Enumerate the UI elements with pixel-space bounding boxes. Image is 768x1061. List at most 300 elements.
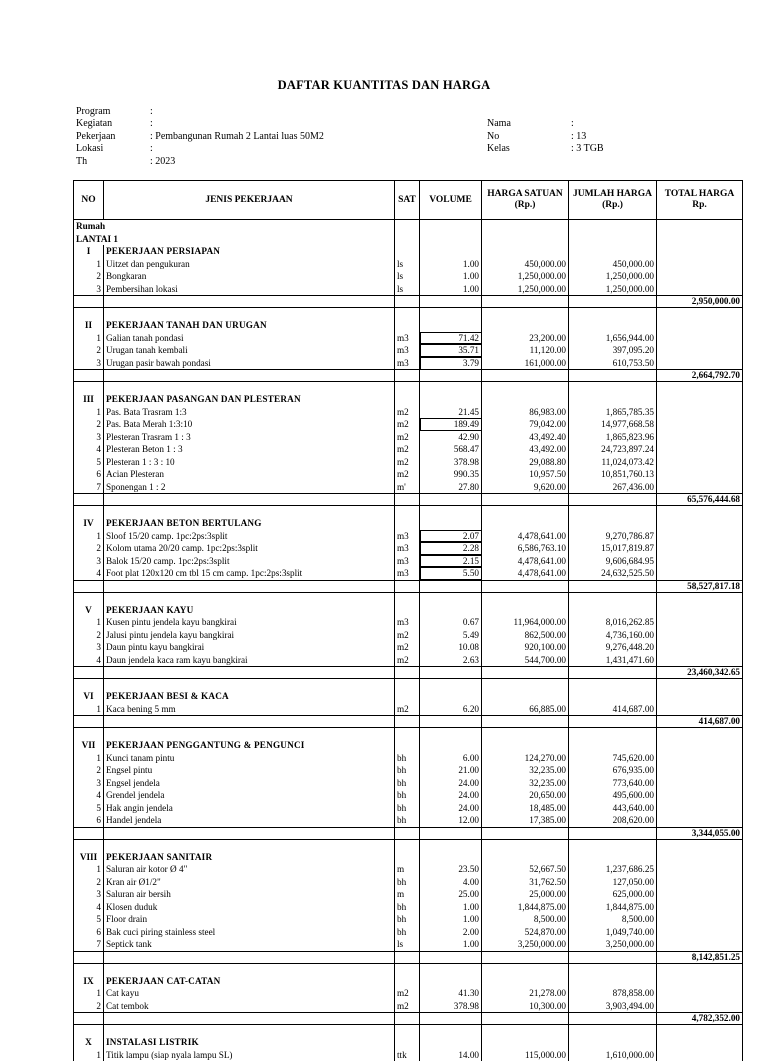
section-header-row	[74, 851, 743, 864]
item-unit-price: 86,983.00	[482, 406, 569, 419]
section-header-row	[74, 1036, 743, 1049]
empty-cell	[482, 245, 569, 258]
item-unit: m2	[395, 654, 420, 667]
empty-cell	[569, 233, 657, 246]
section-total-row	[74, 951, 743, 963]
empty-cell	[482, 951, 569, 963]
empty-cell	[657, 506, 743, 518]
empty-cell	[420, 839, 482, 851]
item-volume: 10.08	[420, 641, 482, 654]
item-total-empty	[657, 270, 743, 283]
empty-cell	[569, 690, 657, 703]
item-unit-price: 23,200.00	[482, 332, 569, 345]
item-amount: 14,977,668.58	[569, 418, 657, 431]
empty-cell	[74, 679, 104, 691]
item-total-empty	[657, 406, 743, 419]
item-description: Pas. Bata Merah 1:3:10	[104, 418, 395, 431]
info-label: Lokasi	[76, 143, 103, 155]
item-description: Daun jendela kaca ram kayu bangkirai	[104, 654, 395, 667]
item-total-empty	[657, 926, 743, 939]
empty-cell	[569, 1025, 657, 1037]
item-number: 3	[74, 777, 104, 790]
info-value: :	[150, 106, 153, 118]
empty-cell	[482, 851, 569, 864]
spacer-row	[74, 382, 743, 394]
table-row	[74, 802, 743, 815]
item-amount: 1,610,000.00	[569, 1049, 657, 1061]
item-total-empty	[657, 913, 743, 926]
empty-cell	[74, 308, 104, 320]
item-total-empty	[657, 418, 743, 431]
item-amount: 1,865,823.96	[569, 431, 657, 444]
empty-cell	[569, 679, 657, 691]
item-description: Plesteran 1 : 3 : 10	[104, 456, 395, 469]
item-unit-price: 20,650.00	[482, 789, 569, 802]
empty-cell	[482, 1036, 569, 1049]
empty-cell	[395, 690, 420, 703]
empty-cell	[482, 580, 569, 592]
empty-cell	[395, 851, 420, 864]
empty-cell	[569, 319, 657, 332]
item-total-empty	[657, 629, 743, 642]
item-unit-price: 32,235.00	[482, 764, 569, 777]
section-number: I	[74, 245, 104, 258]
item-total-empty	[657, 283, 743, 296]
empty-cell	[420, 851, 482, 864]
empty-cell	[569, 839, 657, 851]
table-header-row	[74, 181, 743, 220]
spacer-row	[74, 592, 743, 604]
empty-cell	[395, 517, 420, 530]
item-description: Cat tembok	[104, 1000, 395, 1013]
empty-cell	[569, 963, 657, 975]
empty-cell	[482, 494, 569, 506]
empty-cell	[395, 728, 420, 740]
item-amount: 1,865,785.35	[569, 406, 657, 419]
empty-cell	[482, 739, 569, 752]
item-total-empty	[657, 456, 743, 469]
item-description: Engsel jendela	[104, 777, 395, 790]
info-label: Kegiatan	[76, 118, 112, 130]
empty-cell	[74, 296, 104, 308]
item-unit-price: 25,000.00	[482, 888, 569, 901]
spacer-row	[74, 506, 743, 518]
empty-cell	[395, 827, 420, 839]
item-unit: m	[395, 888, 420, 901]
item-description: Titik lampu (siap nyala lampu SL)	[104, 1049, 395, 1061]
section-number: III	[74, 393, 104, 406]
item-unit-price: 11,120.00	[482, 344, 569, 357]
empty-cell	[74, 728, 104, 740]
empty-cell	[482, 839, 569, 851]
col-header-no: NO	[74, 181, 104, 220]
empty-cell	[420, 580, 482, 592]
section-header-row	[74, 393, 743, 406]
empty-cell	[74, 1013, 104, 1025]
table-row	[74, 258, 743, 271]
table-row	[74, 926, 743, 939]
table-row	[74, 987, 743, 1000]
item-total-empty	[657, 752, 743, 765]
item-unit-price: 10,300.00	[482, 1000, 569, 1013]
empty-cell	[420, 319, 482, 332]
section-title: PEKERJAAN CAT-CATAN	[104, 975, 395, 988]
item-amount: 1,250,000.00	[569, 270, 657, 283]
section-header-row	[74, 975, 743, 988]
item-volume: 12.00	[420, 814, 482, 827]
empty-cell	[482, 517, 569, 530]
table-row	[74, 344, 743, 357]
empty-cell	[657, 517, 743, 530]
empty-cell	[420, 382, 482, 394]
item-volume: 189.49	[420, 418, 482, 431]
table-row	[74, 431, 743, 444]
info-value: :	[150, 118, 153, 130]
empty-cell	[420, 245, 482, 258]
section-title: PEKERJAAN PASANGAN DAN PLESTERAN	[104, 393, 395, 406]
empty-cell	[74, 963, 104, 975]
table-row	[74, 901, 743, 914]
item-unit: m3	[395, 530, 420, 543]
empty-cell	[395, 220, 420, 233]
item-description: Kunci tanam pintu	[104, 752, 395, 765]
table-row	[74, 270, 743, 283]
empty-cell	[104, 1013, 395, 1025]
item-number: 4	[74, 654, 104, 667]
empty-cell	[104, 494, 395, 506]
item-volume: 1.00	[420, 901, 482, 914]
empty-cell	[395, 233, 420, 246]
item-total-empty	[657, 987, 743, 1000]
item-unit: m2	[395, 1000, 420, 1013]
empty-cell	[420, 716, 482, 728]
item-number: 6	[74, 468, 104, 481]
item-number: 5	[74, 802, 104, 815]
item-unit: m2	[395, 641, 420, 654]
empty-cell	[657, 851, 743, 864]
item-number: 4	[74, 789, 104, 802]
empty-cell	[395, 319, 420, 332]
item-volume: 71.42	[420, 332, 482, 345]
empty-cell	[395, 839, 420, 851]
item-unit-price: 920,100.00	[482, 641, 569, 654]
empty-cell	[104, 667, 395, 679]
item-total-empty	[657, 357, 743, 370]
col-header-volume: VOLUME	[420, 181, 482, 220]
empty-cell	[420, 1025, 482, 1037]
empty-cell	[482, 233, 569, 246]
table-row	[74, 641, 743, 654]
info-left	[76, 106, 456, 166]
group-label-rumah: Rumah	[74, 220, 395, 233]
item-volume: 2.63	[420, 654, 482, 667]
item-description: Galian tanah pondasi	[104, 332, 395, 345]
item-total-empty	[657, 703, 743, 716]
empty-cell	[395, 716, 420, 728]
info-value: :	[150, 143, 153, 155]
item-total-empty	[657, 938, 743, 951]
empty-cell	[657, 728, 743, 740]
table-row	[74, 567, 743, 580]
item-volume: 1.00	[420, 913, 482, 926]
item-unit-price: 52,667.50	[482, 863, 569, 876]
empty-cell	[482, 308, 569, 320]
item-volume: 0.67	[420, 616, 482, 629]
empty-cell	[74, 951, 104, 963]
empty-cell	[482, 1025, 569, 1037]
empty-cell	[569, 370, 657, 382]
item-unit: bh	[395, 764, 420, 777]
empty-cell	[569, 245, 657, 258]
item-description: Plesteran Trasram 1 : 3	[104, 431, 395, 444]
spacer-row	[74, 679, 743, 691]
item-total-empty	[657, 530, 743, 543]
item-volume: 6.00	[420, 752, 482, 765]
empty-cell	[569, 728, 657, 740]
empty-cell	[420, 1013, 482, 1025]
empty-cell	[420, 963, 482, 975]
item-unit: bh	[395, 876, 420, 889]
section-total-value: 2,664,792.70	[657, 370, 743, 382]
item-total-empty	[657, 888, 743, 901]
table-row	[74, 752, 743, 765]
table-row	[74, 542, 743, 555]
item-total-empty	[657, 344, 743, 357]
empty-cell	[657, 739, 743, 752]
item-volume: 378.98	[420, 1000, 482, 1013]
item-amount: 878,858.00	[569, 987, 657, 1000]
table-row	[74, 764, 743, 777]
item-total-empty	[657, 802, 743, 815]
section-title: INSTALASI LISTRIK	[104, 1036, 395, 1049]
info-label: No	[487, 131, 499, 143]
item-unit: m3	[395, 555, 420, 568]
empty-cell	[395, 580, 420, 592]
item-volume: 27.80	[420, 481, 482, 494]
item-unit: m3	[395, 616, 420, 629]
empty-cell	[569, 393, 657, 406]
table-row	[74, 481, 743, 494]
empty-cell	[569, 1036, 657, 1049]
item-unit-price: 29,088.80	[482, 456, 569, 469]
empty-cell	[657, 592, 743, 604]
item-description: Saluran air bersih	[104, 888, 395, 901]
item-amount: 11,024,073.42	[569, 456, 657, 469]
table-row	[74, 406, 743, 419]
item-description: Bak cuci piring stainless steel	[104, 926, 395, 939]
item-amount: 397,095.20	[569, 344, 657, 357]
empty-cell	[420, 604, 482, 617]
item-number: 1	[74, 332, 104, 345]
section-total-value: 58,527,817.18	[657, 580, 743, 592]
item-description: Pembersihan lokasi	[104, 283, 395, 296]
empty-cell	[104, 296, 395, 308]
item-unit: bh	[395, 789, 420, 802]
empty-cell	[104, 728, 395, 740]
item-total-empty	[657, 764, 743, 777]
item-amount: 745,620.00	[569, 752, 657, 765]
section-title: PEKERJAAN KAYU	[104, 604, 395, 617]
item-unit: ls	[395, 270, 420, 283]
col-header-jenis-pekerjaan: JENIS PEKERJAAN	[104, 181, 395, 220]
empty-cell	[104, 592, 395, 604]
section-header-row	[74, 517, 743, 530]
section-total-row	[74, 667, 743, 679]
item-volume: 1.00	[420, 270, 482, 283]
info-label: Kelas	[487, 143, 510, 155]
item-unit: m2	[395, 456, 420, 469]
item-amount: 676,935.00	[569, 764, 657, 777]
item-unit-price: 161,000.00	[482, 357, 569, 370]
item-description: Engsel pintu	[104, 764, 395, 777]
item-number: 4	[74, 443, 104, 456]
item-volume: 3.79	[420, 357, 482, 370]
empty-cell	[420, 1036, 482, 1049]
empty-cell	[395, 1025, 420, 1037]
item-amount: 1,844,875.00	[569, 901, 657, 914]
item-total-empty	[657, 332, 743, 345]
empty-cell	[104, 827, 395, 839]
table-row	[74, 530, 743, 543]
item-total-empty	[657, 542, 743, 555]
item-volume: 1.00	[420, 258, 482, 271]
item-total-empty	[657, 654, 743, 667]
table-row	[74, 703, 743, 716]
item-amount: 15,017,819.87	[569, 542, 657, 555]
item-number: 3	[74, 357, 104, 370]
empty-cell	[104, 1025, 395, 1037]
empty-cell	[395, 1013, 420, 1025]
section-total-value: 65,576,444.68	[657, 494, 743, 506]
item-number: 2	[74, 764, 104, 777]
item-total-empty	[657, 567, 743, 580]
spacer-row	[74, 308, 743, 320]
spacer-row	[74, 839, 743, 851]
empty-cell	[569, 220, 657, 233]
empty-cell	[420, 296, 482, 308]
item-total-empty	[657, 814, 743, 827]
empty-cell	[420, 220, 482, 233]
empty-cell	[104, 382, 395, 394]
item-unit: ls	[395, 283, 420, 296]
empty-cell	[420, 506, 482, 518]
spacer-row	[74, 728, 743, 740]
item-amount: 8,500.00	[569, 913, 657, 926]
item-number: 3	[74, 555, 104, 568]
item-unit-price: 450,000.00	[482, 258, 569, 271]
section-total-value: 8,142,851.25	[657, 951, 743, 963]
document-title: DAFTAR KUANTITAS DAN HARGA	[0, 78, 768, 93]
table-row	[74, 789, 743, 802]
item-volume: 4.00	[420, 876, 482, 889]
empty-cell	[482, 728, 569, 740]
item-number: 5	[74, 913, 104, 926]
item-description: Urugan tanah kembali	[104, 344, 395, 357]
item-description: Foot plat 120x120 cm tbl 15 cm camp. 1pc:2ps:3split	[104, 567, 395, 580]
info-value: : 3 TGB	[571, 143, 604, 155]
item-number: 1	[74, 406, 104, 419]
section-number: V	[74, 604, 104, 617]
item-amount: 3,250,000.00	[569, 938, 657, 951]
item-number: 1	[74, 703, 104, 716]
empty-cell	[74, 580, 104, 592]
item-total-empty	[657, 555, 743, 568]
item-amount: 24,723,897.24	[569, 443, 657, 456]
item-total-empty	[657, 468, 743, 481]
item-unit-price: 1,250,000.00	[482, 270, 569, 283]
section-number: IX	[74, 975, 104, 988]
item-amount: 1,237,686.25	[569, 863, 657, 876]
empty-cell	[569, 975, 657, 988]
empty-cell	[657, 975, 743, 988]
empty-cell	[74, 494, 104, 506]
item-unit: ls	[395, 258, 420, 271]
item-unit-price: 544,700.00	[482, 654, 569, 667]
item-total-empty	[657, 258, 743, 271]
item-amount: 3,903,494.00	[569, 1000, 657, 1013]
empty-cell	[74, 716, 104, 728]
item-volume: 24.00	[420, 789, 482, 802]
item-unit-price: 8,500.00	[482, 913, 569, 926]
group-label-lantai: LANTAI 1	[74, 233, 395, 246]
empty-cell	[104, 951, 395, 963]
item-unit-price: 43,492.00	[482, 443, 569, 456]
empty-cell	[569, 517, 657, 530]
empty-cell	[395, 667, 420, 679]
item-volume: 6.20	[420, 703, 482, 716]
empty-cell	[482, 370, 569, 382]
section-total-value: 4,782,352.00	[657, 1013, 743, 1025]
item-unit: m3	[395, 357, 420, 370]
item-number: 4	[74, 567, 104, 580]
item-amount: 267,436.00	[569, 481, 657, 494]
item-amount: 773,640.00	[569, 777, 657, 790]
item-volume: 23.50	[420, 863, 482, 876]
item-unit: m3	[395, 344, 420, 357]
item-description: Daun pintu kayu bangkirai	[104, 641, 395, 654]
empty-cell	[569, 667, 657, 679]
table-row	[74, 283, 743, 296]
empty-cell	[104, 580, 395, 592]
empty-cell	[104, 506, 395, 518]
item-number: 2	[74, 418, 104, 431]
item-number: 3	[74, 641, 104, 654]
item-number: 1	[74, 752, 104, 765]
empty-cell	[74, 506, 104, 518]
item-unit: m	[395, 863, 420, 876]
item-unit-price: 43,492.40	[482, 431, 569, 444]
item-unit-price: 9,620.00	[482, 481, 569, 494]
col-header-harga-satuan: HARGA SATUAN (Rp.)	[482, 181, 569, 220]
item-volume: 2.28	[420, 542, 482, 555]
info-label: Pekerjaan	[76, 131, 115, 143]
item-total-empty	[657, 443, 743, 456]
empty-cell	[482, 679, 569, 691]
empty-cell	[395, 370, 420, 382]
item-unit: m'	[395, 481, 420, 494]
empty-cell	[420, 233, 482, 246]
section-number: VI	[74, 690, 104, 703]
item-number: 5	[74, 456, 104, 469]
empty-cell	[74, 382, 104, 394]
item-unit-price: 4,478,641.00	[482, 530, 569, 543]
empty-cell	[74, 667, 104, 679]
item-description: Urugan pasir bawah pondasi	[104, 357, 395, 370]
item-unit: m2	[395, 468, 420, 481]
item-unit-price: 79,042.00	[482, 418, 569, 431]
item-amount: 127,050.00	[569, 876, 657, 889]
item-unit: bh	[395, 814, 420, 827]
